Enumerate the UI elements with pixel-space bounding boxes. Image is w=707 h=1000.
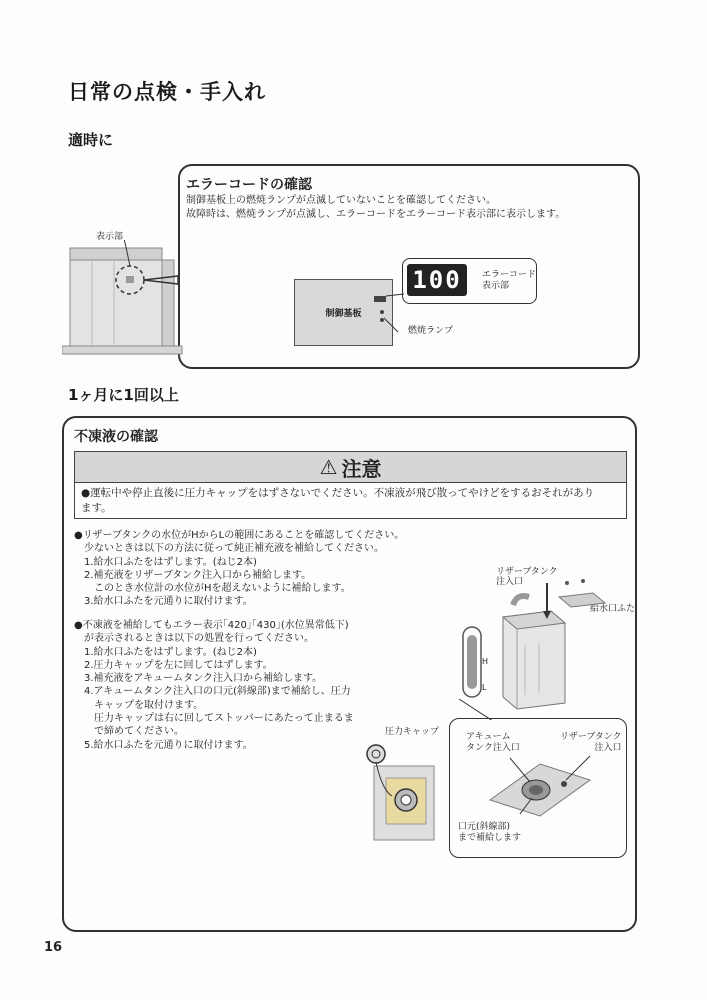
pressure-cap-illustration [362,740,452,850]
page-title: 日常の点検・手入れ [68,80,266,104]
label-error-code: エラーコード 表示部 [482,270,537,291]
error-code-instructions: ●不凍液を補給してもエラー表示｢420｣｢430｣(水位異常低下) が表示されるときは以下の処置を行ってください。 1.給水口ふたをはずします。(ねじ2本) 2.圧力キャップを左に回してはずします。 3.補充液をアキュームタンク注入口から補給します。 4.アキュームタンク注入口の口元(斜線部)まで補給し、圧力 キャップを取付けます。 圧力キャップは右に回してストッパーにあたって止まるま で締めてください。 5.給水口ふたを元通りに取付けます。 [74,620,354,751]
antifreeze-title: 不凍液の確認 [74,429,158,445]
unit-tank-illustration [455,575,630,720]
caution-header: ⚠ 注意 [74,451,627,483]
accumulator-illustration [480,750,600,820]
error-code-text: 制御基板上の燃焼ランプが点滅していないことを確認してください。 故障時は、燃焼ランプが点滅し、エラーコードをエラーコード表示部に表示します。 [186,195,566,220]
label-burn-lamp: 燃焼ランプ [408,326,454,336]
label-accum-inlet: アキューム タンク注入口 [466,732,520,753]
heater-unit-illustration [62,240,302,370]
label-display-part: 表示部 [96,232,124,242]
label-h: H [482,657,489,666]
error-code-title: エラーコードの確認 [186,177,312,193]
error-code-display: 100 [407,264,467,296]
section-heading-monthly: 1ヶ月に1回以上 [68,386,179,404]
label-water-cap: 給水口ふた [590,604,636,614]
warning-icon: ⚠ [319,455,338,479]
page-number: 16 [44,940,63,955]
section-heading-timely: 適時に [68,131,114,149]
reserve-tank-instructions: ●リザーブタンクの水位がHからLの範囲にあることを確認してください。 少ないときは以下の方法に従って純正補充液を補給してください。 1.給水口ふたをはずします。(ねじ2本) 2.補充液をリザーブタンク注入口から補給します。 このとき水位計の水位がHを超えないように補給します。 3.給水口ふたを元通りに取付けます。 [74,530,405,608]
label-fill-to-mouth: 口元(斜線部) まで補給します [458,822,522,843]
label-l: L [482,683,487,692]
label-reserve-inlet: リザーブタンク 注入口 [496,567,558,587]
caution-text: ●運転中や停止直後に圧力キャップをはずさないでください。不凍液が飛び散ってやけどをするおそれがあり ます。 [74,483,627,519]
label-reserve-tank-inlet: リザーブタンク 注入口 [560,732,622,753]
control-board: 制御基板 [294,279,393,346]
label-pressure-cap: 圧力キャップ [385,727,440,737]
